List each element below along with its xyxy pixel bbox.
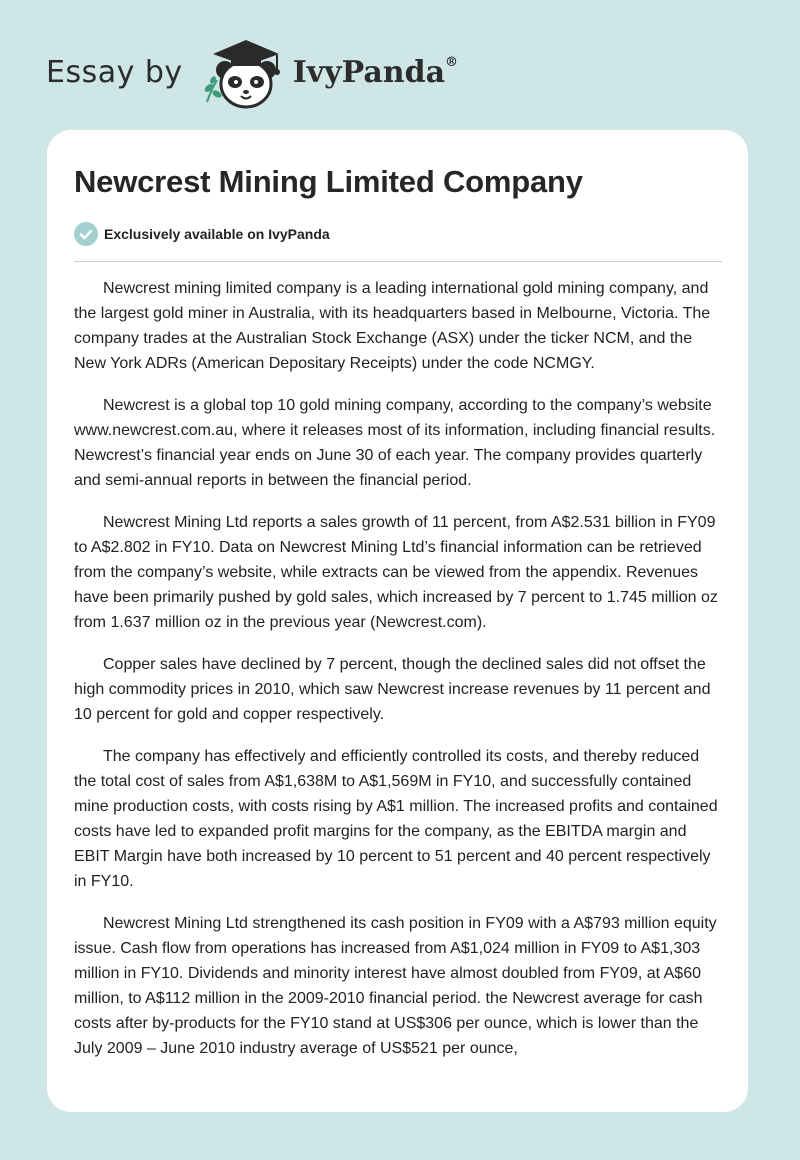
essay-body (74, 276, 724, 1078)
check-circle-icon (74, 222, 98, 246)
exclusive-text: Exclusively available on IvyPanda (104, 226, 330, 242)
paragraph: The company has effectively and efficiently controlled its costs, and thereby reduced the total cost of sales from A$1,638M to A$1,569M in FY10, and successfully contained mine production costs, with costs rising by A$1 million. The increased profits and contained costs have led to expanded profit margins for the company, as the EBITDA margin and EBIT Margin have both increased by 10 percent to 51 percent and 40 percent respectively in FY10. (74, 748, 718, 890)
brand-name: IvyPanda® (292, 54, 459, 90)
site-logo[interactable] (46, 32, 458, 112)
paragraph: Copper sales have declined by 7 percent, though the declined sales did not offset the high commodity prices in 2010, which saw Newcrest increase revenues by 11 percent and 10 percent for gold and copper respectively. (74, 656, 711, 723)
essay-card (47, 130, 748, 1112)
page-title: Newcrest Mining Limited Company (74, 164, 583, 199)
essay-by-label: Essay by (46, 54, 183, 90)
paragraph: Newcrest mining limited company is a leading international gold mining company, and the largest gold miner in Australia, with its headquarters based in Melbourne, Victoria. The company trades at the Australian Stock Exchange (ASX) under the ticker NCM, and the New York ADRs (American Depositary Receipts) under the code NCMGY. (74, 280, 711, 372)
paragraph: Newcrest is a global top 10 gold mining company, according to the company’s website www.newcrest.com.au, where it releases most of its information, including financial results. Newcrest’s financial year ends on June 30 of each year. The company provides quarterly and semi-annual reports in between the financial period. (74, 397, 716, 489)
paragraph: Newcrest Mining Ltd strengthened its cash position in FY09 with a A$793 million equity issue. Cash flow from operations has increased from A$1,024 million in FY09 to A$1,303 million in FY10. Dividends and minority interest have almost doubled from FY09, at A$60 million, to A$112 million in the 2009-2010 financial period. the Newcrest average for cash costs after by-products for the FY10 stand at US$306 per ounce, which is lower than the July 2009 – June 2010 industry average of US$521 per ounce, (74, 915, 717, 1057)
divider (74, 261, 722, 262)
paragraph: Newcrest Mining Ltd reports a sales growth of 11 percent, from A$2.531 billion in FY09 to A$2.802 in FY10. Data on Newcrest Mining Ltd’s financial information can be retrieved from the company’s website, while extracts can be viewed from the appendix. Revenues have been primarily pushed by gold sales, which increased by 7 percent to 1.745 million oz from 1.637 million oz in the previous year (Newcrest.com). (74, 514, 718, 631)
panda-graduate-icon (197, 32, 293, 112)
exclusive-badge (74, 222, 330, 246)
registered-mark: ® (445, 54, 459, 70)
